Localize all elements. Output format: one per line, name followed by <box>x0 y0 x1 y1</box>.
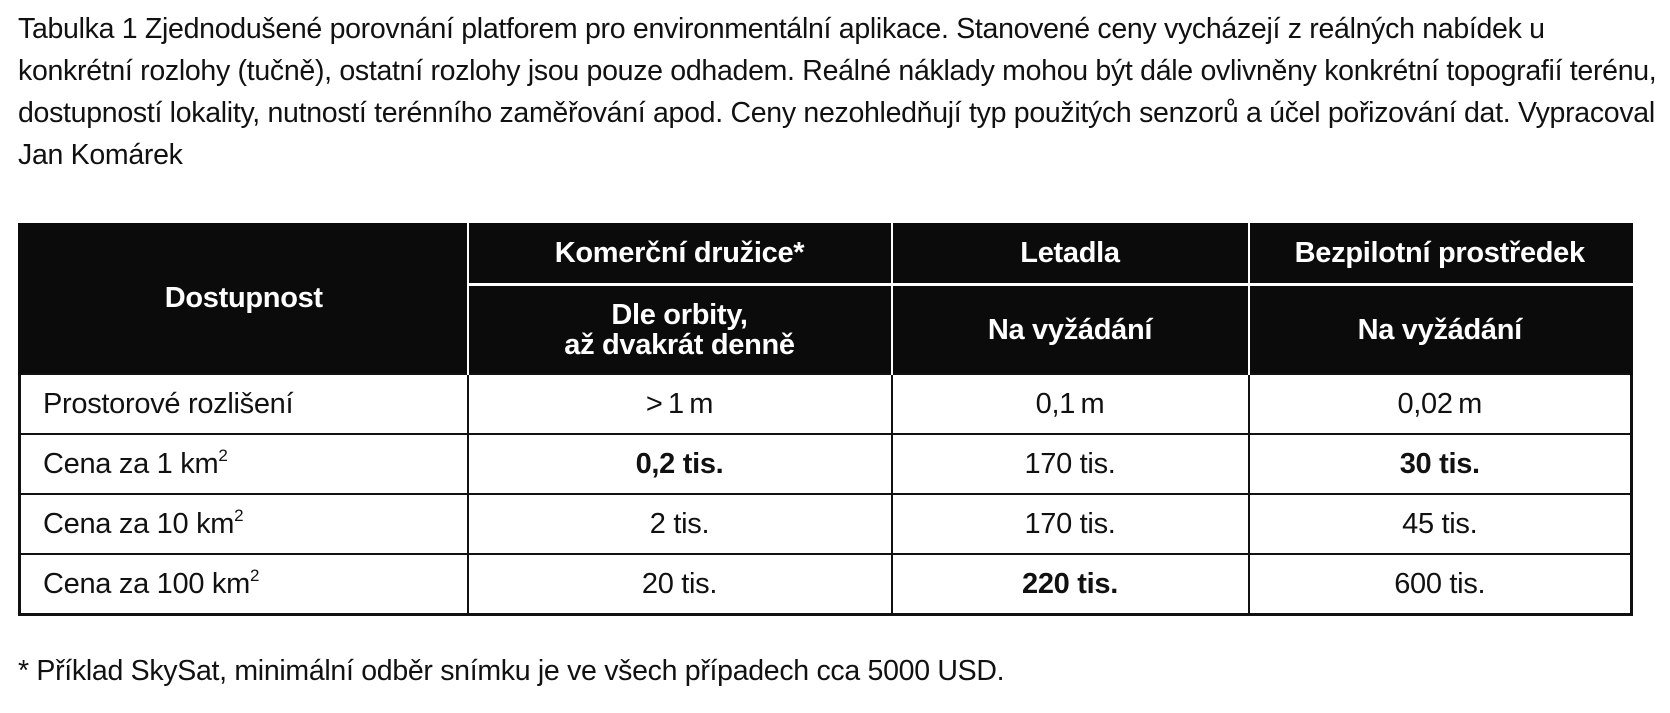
cell-aircraft: 220 tis. <box>892 554 1249 615</box>
row-label-text: Cena za 1 km <box>43 447 219 480</box>
cell-satellite: 0,2 tis. <box>468 434 892 494</box>
cell-aircraft: 170 tis. <box>892 434 1249 494</box>
superscript-2: 2 <box>249 565 260 585</box>
cell-aircraft: 0,1 m <box>892 374 1249 434</box>
availability-commercial-satellite <box>468 285 892 375</box>
platform-comparison-table <box>18 223 1633 616</box>
table-row-resolution <box>20 374 1632 434</box>
cell-drone: 0,02 m <box>1249 374 1632 434</box>
header-commercial-satellite: Komerční družice* <box>468 223 892 285</box>
header-row-platforms <box>20 223 1632 285</box>
cell-aircraft: 170 tis. <box>892 494 1249 554</box>
footnote: * Příklad SkySat, minimální odběr snímku je ve všech případech cca 5000 USD. <box>18 655 1005 687</box>
availability-line-2: až dvakrát denně <box>564 328 795 361</box>
cell-satellite: 2 tis. <box>468 494 892 554</box>
cell-satellite: > 1 m <box>468 374 892 434</box>
row-label <box>20 494 468 554</box>
row-label-text: Prostorové rozlišení <box>43 387 294 420</box>
header-aircraft: Letadla <box>892 223 1249 285</box>
table-row-price-10km2 <box>20 494 1632 554</box>
row-label <box>20 374 468 434</box>
availability-line-1: Dle orbity, <box>611 298 748 331</box>
header-drone: Bezpilotní prostředek <box>1249 223 1632 285</box>
row-label <box>20 434 468 494</box>
table-row-price-1km2 <box>20 434 1632 494</box>
cell-drone: 30 tis. <box>1249 434 1632 494</box>
availability-drone: Na vyžádání <box>1249 285 1632 375</box>
row-label-text: Cena za 100 km <box>43 567 250 600</box>
availability-aircraft: Na vyžádání <box>892 285 1249 375</box>
table-caption: Tabulka 1 Zjednodušené porovnání platforem pro environmentální aplikace. Stanovené ceny vycházejí z reálných nabídek u konkrétní rozlohy (tučně), ostatní rozlohy jsou pouze odhadem. Reálné náklady mohou být dále ovlivněny konkrétní topografií terénu, dostupností lokality, nutností terénního zaměřování apod. Ceny nezohledňují typ použitých senzorů a účel pořizování dat. Vypracoval Jan Komárek <box>18 13 1657 171</box>
table-row-price-100km2 <box>20 554 1632 615</box>
row-label <box>20 554 468 615</box>
cell-drone: 45 tis. <box>1249 494 1632 554</box>
corner-header-availability: Dostupnost <box>20 223 468 374</box>
superscript-2: 2 <box>218 445 228 465</box>
cell-satellite: 20 tis. <box>468 554 892 615</box>
cell-drone: 600 tis. <box>1249 554 1632 615</box>
superscript-2: 2 <box>234 505 244 525</box>
row-label-text: Cena za 10 km <box>43 507 235 540</box>
